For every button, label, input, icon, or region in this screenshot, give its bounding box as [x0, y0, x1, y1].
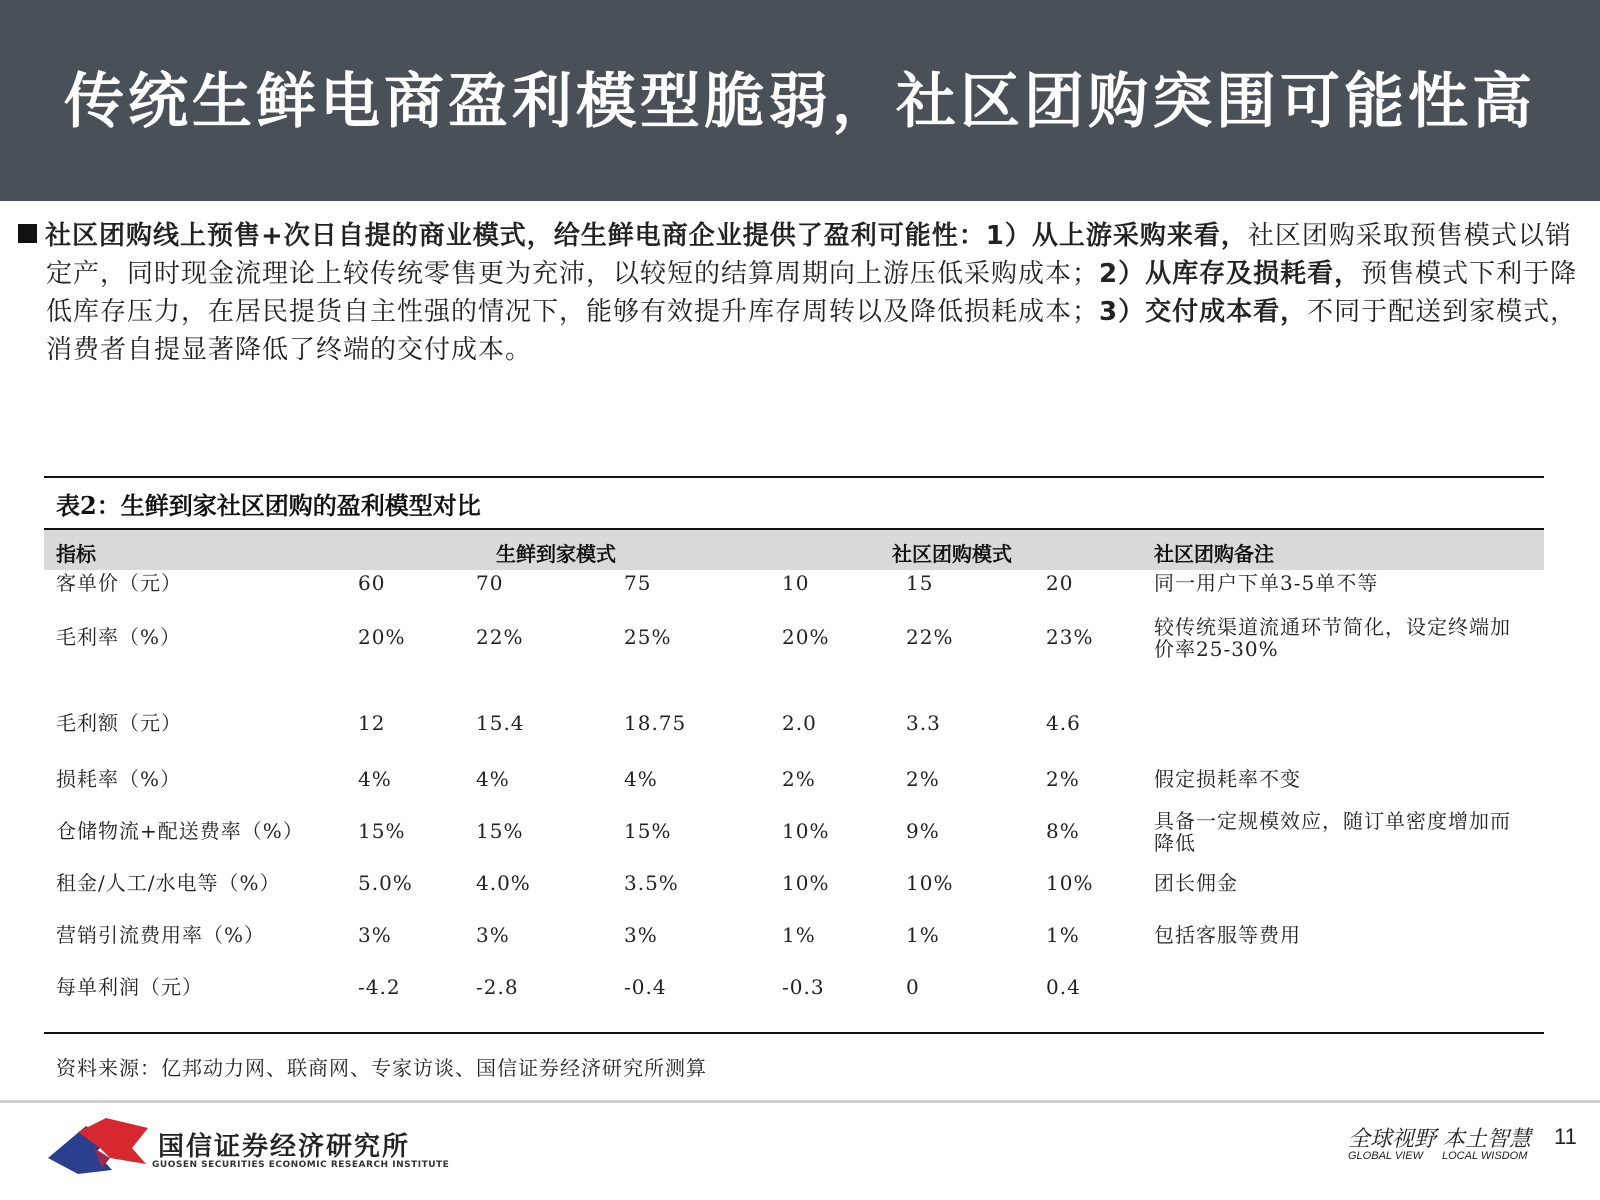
note-cell: 同一用户下单3-5单不等 — [1154, 571, 1379, 595]
row-label: 仓储物流+配送费率（%） — [56, 819, 304, 843]
value-cell: 9% — [906, 819, 940, 843]
table-header-row — [44, 528, 1544, 570]
row-label: 毛利率（%） — [56, 625, 182, 649]
value-cell: 8% — [1046, 819, 1080, 843]
header-delivery-mode: 生鲜到家模式 — [496, 542, 616, 566]
value-cell: 3.3 — [906, 711, 941, 735]
note-cell: 具备一定规模效应，随订单密度增加而降低 — [1154, 809, 1511, 855]
value-cell: 10% — [1046, 871, 1094, 895]
value-cell: 3% — [476, 923, 510, 947]
note-cell: 团长佣金 — [1154, 871, 1238, 895]
page-number: 11 — [1554, 1124, 1577, 1149]
value-cell: -0.3 — [782, 975, 825, 999]
value-cell: 22% — [476, 625, 524, 649]
square-bullet-icon — [18, 224, 37, 243]
bullet-text-1: 社区团购采取预售模式以销定产，同时现金流理论上较传统零售更为充沛，以较短的结算周期向上游压低采购成本； — [46, 221, 1572, 289]
note-cell: 假定损耗率不变 — [1154, 767, 1301, 791]
row-label: 毛利额（元） — [56, 711, 182, 735]
value-cell: 60 — [358, 571, 386, 595]
logo-chinese-name: 国信证券经济研究所 — [158, 1132, 411, 1162]
table-source: 资料来源：亿邦动力网、联商网、专家访谈、国信证券经济研究所测算 — [56, 1056, 707, 1080]
value-cell: 2% — [1046, 767, 1080, 791]
note-cell: 较传统渠道流通环节简化，设定终端加价率25-30% — [1154, 615, 1511, 661]
table-top-rule — [44, 476, 1544, 478]
value-cell: 15% — [358, 819, 406, 843]
header-indicator: 指标 — [56, 542, 96, 566]
value-cell: 4.0% — [476, 871, 531, 895]
value-cell: 2% — [906, 767, 940, 791]
bullet-text-2: 预售模式下利于降低库存压力，在居民提货自主性强的情况下，能够有效提升库存周转以及降低损耗成本； — [46, 259, 1578, 327]
value-cell: 12 — [358, 711, 386, 735]
row-label: 租金/人工/水电等（%） — [56, 871, 281, 895]
bullet-text — [18, 217, 1578, 369]
bullet-text-3: 不同于配送到家模式，消费者自提显著降低了终端的交付成本。 — [46, 297, 1578, 365]
value-cell: 2% — [782, 767, 816, 791]
value-cell: 10% — [782, 871, 830, 895]
value-cell: 15.4 — [476, 711, 525, 735]
bullet-bold-3: 3）交付成本看， — [1099, 297, 1308, 327]
value-cell: 0 — [906, 975, 920, 999]
table-bottom-rule — [44, 1032, 1544, 1034]
value-cell: 15% — [624, 819, 672, 843]
value-cell: 0.4 — [1046, 975, 1081, 999]
value-cell: 20% — [782, 625, 830, 649]
value-cell: -0.4 — [624, 975, 667, 999]
value-cell: 75 — [624, 571, 652, 595]
value-cell: 4% — [476, 767, 510, 791]
value-cell: -4.2 — [358, 975, 401, 999]
page-title: 传统生鲜电商盈利模型脆弱，社区团购突围可能性高 — [64, 67, 1536, 137]
value-cell: 1% — [782, 923, 816, 947]
bullet-lead-bold: 社区团购线上预售+次日自提的商业模式，给生鲜电商企业提供了盈利可能性：1）从上游采购来看， — [45, 221, 1248, 251]
table-title: 表2：生鲜到家社区团购的盈利模型对比 — [56, 491, 481, 520]
value-cell: 10 — [782, 571, 810, 595]
value-cell: 4% — [358, 767, 392, 791]
slogan-english-2: LOCAL WISDOM — [1442, 1150, 1528, 1162]
value-cell: 70 — [476, 571, 504, 595]
row-label: 损耗率（%） — [56, 767, 182, 791]
value-cell: 20% — [358, 625, 406, 649]
value-cell: 3% — [624, 923, 658, 947]
value-cell: 2.0 — [782, 711, 817, 735]
header-notes: 社区团购备注 — [1154, 542, 1274, 566]
title-banner — [0, 0, 1600, 201]
bullet-bold-2: 2）从库存及损耗看， — [1099, 259, 1362, 289]
value-cell: 10% — [782, 819, 830, 843]
bullet-paragraph — [18, 217, 1578, 369]
value-cell: 15% — [476, 819, 524, 843]
value-cell: 4.6 — [1046, 711, 1081, 735]
slogan-english-1: GLOBAL VIEW — [1348, 1150, 1423, 1162]
row-label: 每单利润（元） — [56, 975, 203, 999]
value-cell: 1% — [906, 923, 940, 947]
value-cell: 3% — [358, 923, 392, 947]
footer-divider — [0, 1100, 1600, 1103]
value-cell: 20 — [1046, 571, 1074, 595]
header-community-mode: 社区团购模式 — [892, 542, 1012, 566]
value-cell: -2.8 — [476, 975, 519, 999]
value-cell: 10% — [906, 871, 954, 895]
value-cell: 1% — [1046, 923, 1080, 947]
slogan-chinese: 全球视野 本土智慧 — [1348, 1127, 1531, 1152]
guosen-logo-icon — [48, 1118, 148, 1182]
value-cell: 15 — [906, 571, 934, 595]
value-cell: 3.5% — [624, 871, 679, 895]
value-cell: 4% — [624, 767, 658, 791]
row-label: 客单价（元） — [56, 571, 182, 595]
row-label: 营销引流费用率（%） — [56, 923, 266, 947]
value-cell: 5.0% — [358, 871, 413, 895]
value-cell: 18.75 — [624, 711, 687, 735]
logo-english-name: GUOSEN SECURITIES ECONOMIC RESEARCH INSTITUTE — [152, 1160, 450, 1170]
value-cell: 22% — [906, 625, 954, 649]
value-cell: 25% — [624, 625, 672, 649]
value-cell: 23% — [1046, 625, 1094, 649]
note-cell: 包括客服等费用 — [1154, 923, 1301, 947]
